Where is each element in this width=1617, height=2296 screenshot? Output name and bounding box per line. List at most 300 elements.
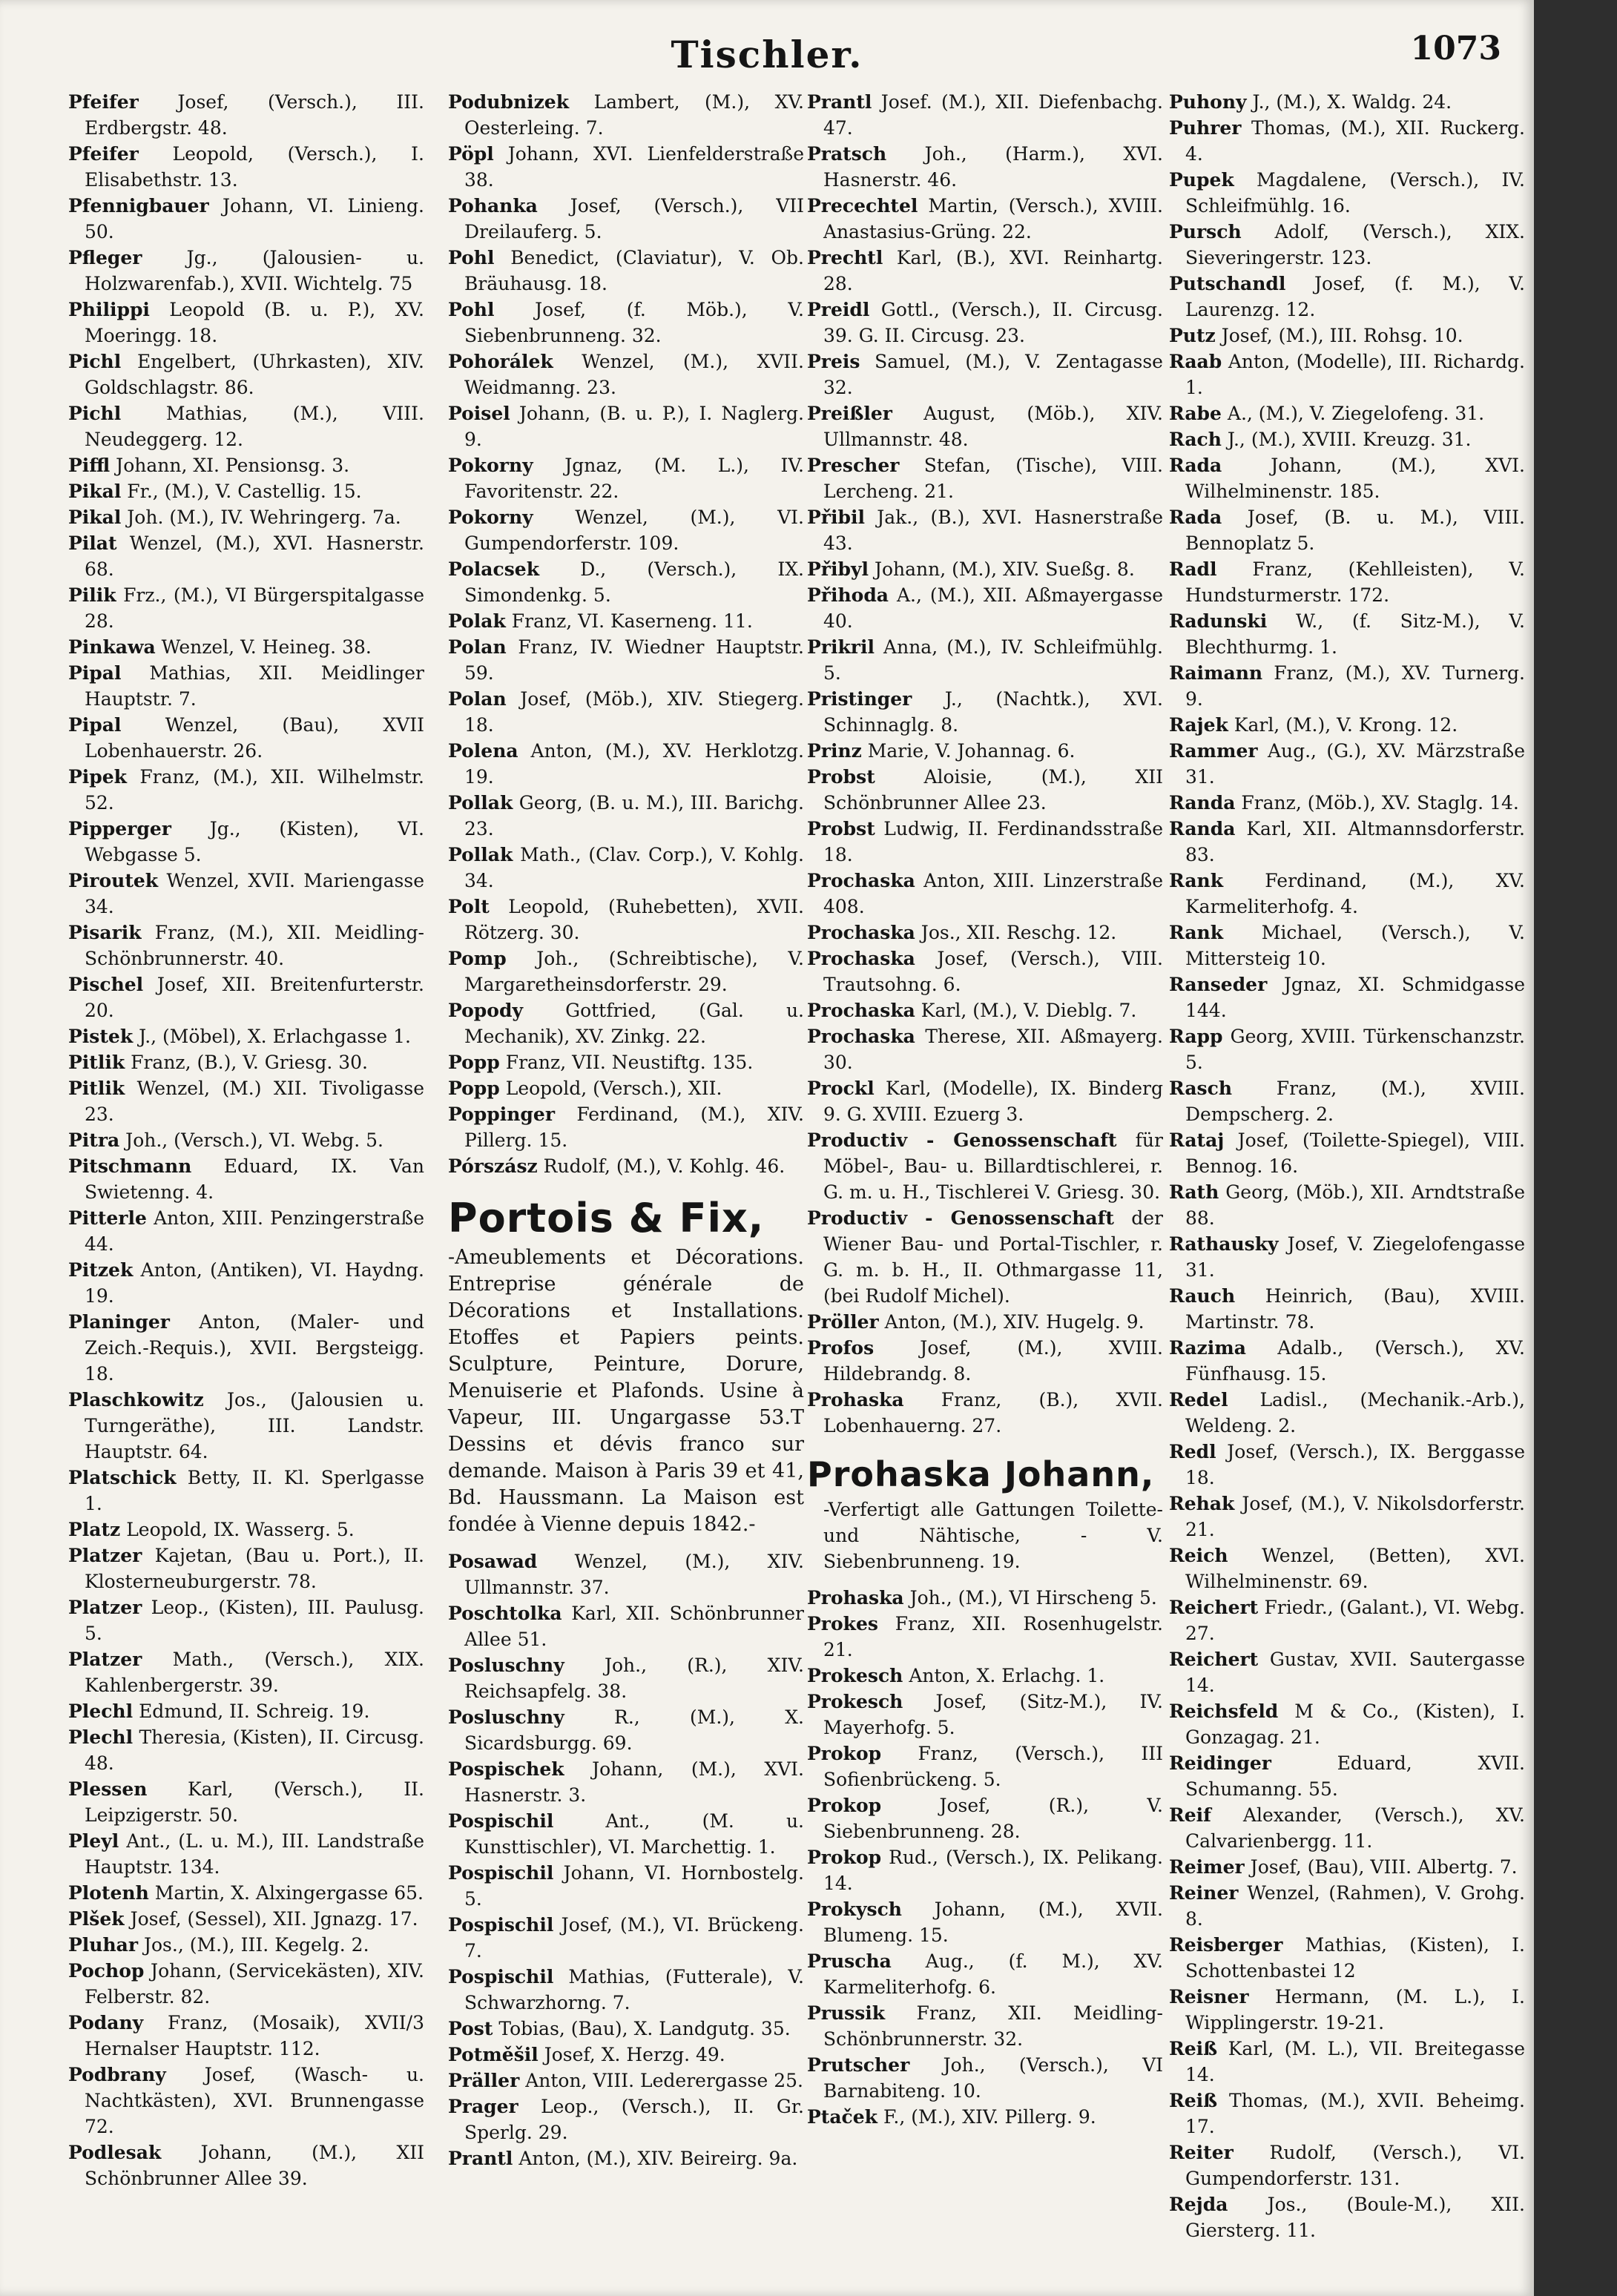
entry-name: Pilat — [68, 532, 117, 554]
entry-details: Engelbert, (Uhrkasten), XIV. Goldschlagstr. 86. — [85, 351, 424, 398]
entry-details: Mathias, XII. Meidlinger Hauptstr. 7. — [85, 662, 425, 710]
entry-name: Probst — [807, 766, 875, 788]
entry-details: Marie, V. Johannag. 6. — [867, 740, 1076, 762]
entry-details: Joh., (Harm.), XVI. Hasnerstr. 46. — [823, 143, 1163, 191]
entry-name: Redel — [1169, 1389, 1228, 1411]
directory-entry — [1169, 1984, 1525, 2036]
entry-name: Precechtel — [807, 195, 918, 217]
entry-name: Pitzek — [68, 1259, 134, 1281]
directory-entry — [807, 245, 1163, 297]
entry-details: Mathias, (M.), VIII. Neudeggerg. 12. — [85, 403, 424, 450]
entry-details: Aug., (G.), XV. Märzstraße 31. — [1185, 740, 1525, 788]
page-title: Tischler. — [671, 33, 863, 76]
entry-details: Rudolf, (Versch.), VI. Gumpendorferstr. 131. — [1185, 2142, 1525, 2189]
directory-entry — [1169, 504, 1525, 556]
entry-details: Ferdinand, (M.), XIV. Pillerg. 15. — [464, 1104, 804, 1151]
directory-entry — [68, 1257, 424, 1309]
entry-details: Leop., (Versch.), II. Gr. Sperlg. 29. — [464, 2096, 805, 2143]
entry-name: Preißler — [807, 403, 892, 424]
entry-details: Johann, VI. Linieng. 50. — [85, 195, 424, 243]
entry-name: Radunski — [1169, 610, 1268, 632]
directory-entry — [807, 556, 1163, 582]
directory-entry — [807, 1309, 1163, 1335]
directory-entry — [448, 608, 804, 634]
entry-name: Pohorálek — [448, 351, 553, 372]
entry-details: Kajetan, (Bau u. Port.), II. Klosterneuburgerstr. 78. — [85, 1545, 424, 1592]
directory-entry — [448, 1860, 804, 1912]
entry-name: Pipek — [68, 766, 128, 788]
entry-name: Puhrer — [1169, 117, 1242, 139]
directory-entry — [807, 1205, 1163, 1309]
entry-details: Anton, VIII. Lederergasse 25. — [525, 2070, 803, 2091]
directory-entry — [68, 1023, 424, 1049]
entry-details: Franz, (B.), XVII. Lobenhauerng. 27. — [823, 1389, 1164, 1436]
directory-entry — [1169, 452, 1525, 504]
entry-name: Přibil — [807, 507, 865, 528]
directory-entry — [448, 400, 804, 452]
entry-details: Anton, (Maler- und Zeich.-Requis.), XVII. Bergsteigg. 18. — [85, 1311, 424, 1385]
entry-details: J., (M.), X. Waldg. 24. — [1252, 91, 1452, 113]
directory-entry — [448, 193, 804, 245]
entry-name: Post — [448, 2018, 493, 2039]
directory-entry — [1169, 868, 1525, 920]
entry-name: Randa — [1169, 792, 1236, 814]
entry-name: Pikal — [68, 481, 122, 502]
entry-details: Friedr., (Galant.), VI. Webg. 27. — [1185, 1597, 1525, 1644]
entry-details: Wenzel, (M.), VI. Gumpendorferstr. 109. — [464, 507, 804, 554]
directory-entry — [1169, 2140, 1525, 2191]
entry-details: Joh. (M.), IV. Wehringerg. 7a. — [127, 507, 401, 528]
entry-name: Polena — [448, 740, 518, 762]
entry-name: Pitterle — [68, 1207, 147, 1229]
entry-details: Hermann, (M. L.), I. Wipplingerstr. 19-21. — [1185, 1986, 1525, 2033]
entry-name: Reiß — [1169, 2090, 1218, 2111]
entry-name: Pichl — [68, 351, 122, 372]
directory-entry — [68, 141, 424, 193]
directory-entry — [68, 1828, 424, 1880]
entry-name: Poisel — [448, 403, 510, 424]
directory-entry — [807, 920, 1163, 946]
entry-details: A., (M.), XII. Aßmayergasse 40. — [823, 584, 1163, 632]
entry-name: Pistek — [68, 1026, 134, 1047]
entry-name: Planinger — [68, 1311, 170, 1333]
entry-name: Prantl — [448, 2148, 513, 2169]
entry-details: Adolf, (Versch.), XIX. Sieveringerstr. 123. — [1185, 221, 1525, 268]
entry-details: Rud., (Versch.), IX. Pelikang. 14. — [823, 1847, 1163, 1894]
entry-details: Josef, (M.), XVIII. Hildebrandg. 8. — [823, 1337, 1163, 1385]
entry-name: Rataj — [1169, 1129, 1225, 1151]
entry-name: Puhony — [1169, 91, 1247, 113]
entry-details: Franz, (M.), XVIII. Dempscherg. 2. — [1185, 1078, 1525, 1125]
directory-entry — [1169, 1491, 1525, 1543]
entry-name: Podbrany — [68, 2064, 166, 2085]
entry-name: Piroutek — [68, 870, 159, 891]
directory-entry — [1169, 790, 1525, 816]
entry-details: Joh., (M.), VI Hirscheng 5. — [909, 1587, 1157, 1609]
entry-name: Pollak — [448, 844, 513, 865]
directory-entry — [68, 816, 424, 868]
entry-details: Franz, (B.), V. Griesg. 30. — [131, 1052, 368, 1073]
entry-details: Josef, X. Herzg. 49. — [544, 2044, 725, 2065]
entry-details: Anton, XIII. Penzingerstraße 44. — [85, 1207, 424, 1255]
entry-name: Plessen — [68, 1778, 148, 1800]
entry-name: Raimann — [1169, 662, 1263, 684]
entry-name: Preis — [807, 351, 860, 372]
directory-entry — [448, 245, 804, 297]
entry-name: Plechl — [68, 1726, 134, 1748]
directory-entry — [807, 141, 1163, 193]
entry-details: Josef, (Möb.), XIV. Stiegerg. 18. — [464, 688, 804, 736]
directory-entry — [68, 1776, 424, 1828]
entry-name: Popody — [448, 1000, 523, 1021]
entry-details: Thomas, (M.), XII. Ruckerg. 4. — [1185, 117, 1525, 165]
entry-name: Pitra — [68, 1129, 120, 1151]
entry-details: Eduard, IX. Van Swietenng. 4. — [85, 1155, 424, 1203]
entry-details: Leopold, (Versch.), XII. — [505, 1078, 722, 1099]
entry-details: Eduard, XVII. Schumanng. 55. — [1185, 1752, 1525, 1800]
entry-name: Pospischil — [448, 1966, 554, 1987]
entry-details: Wenzel, (M.), XVI. Hasnerstr. 68. — [85, 532, 424, 580]
entry-name: Pfeifer — [68, 143, 139, 165]
entry-details: Ludwig, II. Ferdinandsstraße 18. — [823, 818, 1164, 865]
column-1 — [68, 89, 424, 2191]
entry-details: Wenzel, (Rahmen), V. Grohg. 8. — [1185, 1882, 1525, 1930]
entry-name: Polacsek — [448, 558, 540, 580]
directory-entry — [1169, 219, 1525, 271]
entry-name: Radl — [1169, 558, 1217, 580]
entry-details: Johann, (M.), XVII. Blumeng. 15. — [823, 1899, 1163, 1946]
directory-entry — [1169, 323, 1525, 349]
entry-details: Jg., (Kisten), VI. Webgasse 5. — [85, 818, 424, 865]
entry-name: Platzer — [68, 1597, 142, 1618]
entry-details: Georg, (B. u. M.), III. Barichg. 23. — [464, 792, 805, 839]
directory-entry — [68, 1387, 424, 1465]
entry-name: Pleyl — [68, 1830, 119, 1852]
entry-name: Rajek — [1169, 714, 1228, 736]
entry-details: M & Co., (Kisten), I. Gonzagag. 21. — [1185, 1700, 1525, 1748]
entry-details: Leopold, (Ruhebetten), XVII. Rötzerg. 30. — [464, 896, 804, 943]
directory-entry — [1169, 971, 1525, 1023]
entry-name: Pitschmann — [68, 1155, 192, 1177]
directory-entry — [68, 2062, 424, 2140]
directory-entry — [807, 1948, 1163, 2000]
entry-details: Johann, (B. u. P.), I. Naglerg. 9. — [464, 403, 805, 450]
directory-entry — [68, 297, 424, 349]
entry-name: Pluhar — [68, 1934, 139, 1956]
directory-entry — [807, 1741, 1163, 1792]
entry-details: Mathias, (Futterale), V. Schwarzhorng. 7. — [464, 1966, 804, 2013]
entry-name: Pisarik — [68, 922, 142, 943]
entry-name: Pokorny — [448, 455, 533, 476]
directory-entry — [68, 1309, 424, 1387]
entry-details: Joh., (Versch.), VI. Webg. 5. — [125, 1129, 383, 1151]
directory-entry — [448, 1808, 804, 1860]
entry-name: Prockl — [807, 1078, 875, 1099]
directory-entry — [68, 245, 424, 297]
entry-details: J., (Nachtk.), XVI. Schinnaglg. 8. — [823, 688, 1163, 736]
directory-entry — [807, 193, 1163, 245]
entry-details: Leopold, (Versch.), I. Elisabethstr. 13. — [85, 143, 424, 191]
entry-name: Pospischek — [448, 1758, 564, 1780]
directory-entry — [807, 1075, 1163, 1127]
entry-name: Prohaska — [807, 1587, 904, 1609]
directory-entry — [68, 1906, 424, 1932]
directory-entry — [1169, 271, 1525, 323]
entry-details: Frz., (M.), VI Bürgerspitalgasse 28. — [85, 584, 424, 632]
entry-name: Pikal — [68, 507, 122, 528]
entry-details: Josef, (M.), III. Rohsg. 10. — [1221, 325, 1463, 346]
entry-name: Pollak — [448, 792, 513, 814]
entry-details: Wenzel, (Betten), XVI. Wilhelminenstr. 69. — [1185, 1545, 1525, 1592]
entry-details: Karl, (M.), V. Dieblg. 7. — [921, 1000, 1137, 1021]
directory-entry — [807, 2052, 1163, 2104]
directory-entry — [1169, 1698, 1525, 1750]
entry-name: Prokesch — [807, 1691, 903, 1712]
directory-entry — [68, 2010, 424, 2062]
directory-entry — [68, 1880, 424, 1906]
directory-entry — [807, 452, 1163, 504]
directory-entry — [448, 2145, 804, 2171]
directory-entry — [448, 556, 804, 608]
directory-entry — [448, 2016, 804, 2042]
directory-entry — [807, 764, 1163, 816]
directory-entry — [1169, 1880, 1525, 1932]
directory-entry — [448, 1912, 804, 1964]
entry-name: Pomp — [448, 948, 507, 969]
entry-name: Reisberger — [1169, 1934, 1283, 1956]
directory-entry — [807, 816, 1163, 868]
directory-entry — [807, 686, 1163, 738]
entry-name: Preidl — [807, 299, 870, 320]
entry-details: Anton, (Modelle), III. Richardg. 1. — [1185, 351, 1525, 398]
entry-name: Rammer — [1169, 740, 1258, 762]
directory-entry — [68, 1049, 424, 1075]
directory-entry — [448, 89, 804, 141]
entry-name: Rank — [1169, 870, 1224, 891]
entry-details: Aloisie, (M.), XII Schönbrunner Allee 23. — [823, 766, 1164, 814]
entry-name: Pratsch — [807, 143, 887, 165]
entry-details: Aug., (f. M.), XV. Karmeliterhofg. 6. — [823, 1950, 1163, 1998]
entry-name: Ranseder — [1169, 974, 1268, 995]
advertisement-prohaska — [807, 1452, 1163, 1574]
entry-name: Podany — [68, 2012, 144, 2033]
entry-details: Adalb., (Versch.), XV. Fünfhausg. 15. — [1185, 1337, 1525, 1385]
entry-details: Heinrich, (Bau), XVIII. Martinstr. 78. — [1185, 1285, 1525, 1333]
directory-entry — [448, 1756, 804, 1808]
entry-details: für Möbel-, Bau- u. Billardtischlerei, r. G. m. u. H., Tischlerei V. Griesg. 30. — [823, 1129, 1163, 1203]
entry-details: D., (Versch.), IX. Simondenkg. 5. — [464, 558, 804, 606]
entry-details: Anton, (Antiken), VI. Haydng. 19. — [85, 1259, 424, 1307]
entry-name: Redl — [1169, 1441, 1216, 1462]
entry-name: Reimer — [1169, 1856, 1245, 1878]
column-2 — [448, 89, 804, 2171]
directory-entry — [807, 946, 1163, 997]
directory-entry — [1169, 1335, 1525, 1387]
entry-details: Jos., (M.), III. Kegelg. 2. — [143, 1934, 369, 1956]
directory-entry — [807, 1023, 1163, 1075]
directory-entry — [1169, 2088, 1525, 2140]
directory-entry — [68, 400, 424, 452]
entry-name: Prokop — [807, 1795, 882, 1816]
entry-details: Jgnaz, (M. L.), IV. Favoritenstr. 22. — [464, 455, 804, 502]
entry-details: Samuel, (M.), V. Zentagasse 32. — [823, 351, 1163, 398]
entry-details: Karl, (Versch.), II. Leipzigerstr. 50. — [85, 1778, 424, 1826]
entry-details: Wenzel, (M.) XII. Tivoligasse 23. — [85, 1078, 424, 1125]
entry-details: Rudolf, (M.), V. Kohlg. 46. — [543, 1155, 786, 1177]
directory-entry — [807, 2000, 1163, 2052]
directory-entry — [448, 2068, 804, 2094]
directory-entry — [448, 504, 804, 556]
entry-details: August, (Möb.), XIV. Ullmannstr. 48. — [823, 403, 1163, 450]
entry-name: Pischel — [68, 974, 144, 995]
directory-entry — [68, 1543, 424, 1594]
entry-details: J., (M.), XVIII. Kreuzg. 31. — [1227, 429, 1472, 450]
entry-name: Pitlik — [68, 1078, 125, 1099]
entry-name: Přibyl — [807, 558, 869, 580]
entry-name: Polt — [448, 896, 490, 917]
entry-name: Reiter — [1169, 2142, 1234, 2163]
directory-entry — [807, 297, 1163, 349]
directory-entry — [807, 997, 1163, 1023]
directory-entry — [1169, 712, 1525, 738]
directory-entry — [68, 1127, 424, 1153]
entry-name: Raab — [1169, 351, 1222, 372]
directory-entry — [448, 349, 804, 400]
entry-details: Betty, II. Kl. Sperlgasse 1. — [85, 1467, 424, 1514]
entry-details: Josef, (f. Möb.), V. Siebenbrunneng. 32. — [464, 299, 805, 346]
page-edge — [1534, 0, 1617, 2296]
entry-name: Pochop — [68, 1960, 145, 1982]
entry-name: Rabe — [1169, 403, 1222, 424]
entry-details: J., (Möbel), X. Erlachgasse 1. — [139, 1026, 411, 1047]
entry-details: Mathias, (Kisten), I. Schottenbastei 12 — [1185, 1934, 1525, 1982]
entry-details: Jos., XII. Reschg. 12. — [921, 922, 1117, 943]
entry-details: Josef, (B. u. M.), VIII. Bennoplatz 5. — [1185, 507, 1525, 554]
directory-entry — [448, 452, 804, 504]
directory-entry — [807, 868, 1163, 920]
directory-entry — [1169, 738, 1525, 790]
directory-entry — [68, 193, 424, 245]
entry-name: Prokes — [807, 1613, 878, 1634]
entry-name: Prohaska — [807, 1389, 904, 1411]
entry-name: Rada — [1169, 455, 1222, 476]
entry-details: Johann, XVI. Lienfelderstraße 38. — [464, 143, 804, 191]
entry-name: Pröller — [807, 1311, 879, 1333]
entry-details: Josef, (Versch.), IX. Berggasse 18. — [1185, 1441, 1525, 1488]
entry-details: Tobias, (Bau), X. Landgutg. 35. — [498, 2018, 791, 2039]
entry-details: A., (M.), V. Ziegelofeng. 31. — [1227, 403, 1485, 424]
entry-details: Karl, (M.), V. Krong. 12. — [1234, 714, 1458, 736]
directory-entry — [1169, 1854, 1525, 1880]
directory-entry — [1169, 1075, 1525, 1127]
directory-entry — [1169, 1543, 1525, 1594]
entry-name: Prinz — [807, 740, 862, 762]
entry-details: Joh., (Schreibtische), V. Margaretheinsdorferstr. 29. — [464, 948, 804, 995]
ad-title: Prohaska Johann, — [807, 1454, 1155, 1494]
entry-name: Pupek — [1169, 169, 1234, 191]
column-3 — [807, 89, 1163, 2130]
entry-details: Ladisl., (Mechanik.-Arb.), Weldeng. 2. — [1185, 1389, 1525, 1436]
entry-details: Karl, (Modelle), IX. Binderg 9. G. XVIII. Ezuerg 3. — [823, 1078, 1163, 1125]
directory-entry — [448, 1652, 804, 1704]
entry-name: Poschtolka — [448, 1603, 562, 1624]
directory-entry — [1169, 167, 1525, 219]
entry-name: Pospischil — [448, 1862, 554, 1884]
directory-entry — [68, 660, 424, 712]
entry-name: Platzer — [68, 1649, 142, 1670]
directory-entry — [1169, 920, 1525, 971]
entry-details: Anton, (M.), XIV. Hugelg. 9. — [884, 1311, 1145, 1333]
entry-name: Rasch — [1169, 1078, 1233, 1099]
directory-entry — [68, 1465, 424, 1517]
directory-entry — [68, 530, 424, 582]
entry-details: Josef, (Toilette-Spiegel), VIII. Bennog. 16. — [1185, 1129, 1525, 1177]
directory-entry — [1169, 2036, 1525, 2088]
entry-name: Reichert — [1169, 1597, 1259, 1618]
entry-details: Wenzel, V. Heineg. 38. — [161, 636, 372, 658]
entry-details: Karl, XII. Schönbrunner Allee 51. — [464, 1603, 805, 1650]
entry-name: Reisner — [1169, 1986, 1249, 2008]
directory-entry — [448, 1600, 804, 1652]
entry-details: Leopold (B. u. P.), XV. Moeringg. 18. — [85, 299, 424, 346]
entry-details: Franz, (Möb.), XV. Staglg. 14. — [1241, 792, 1519, 814]
entry-details: Josef, (M.), V. Nikolsdorferstr. 21. — [1185, 1493, 1525, 1540]
page-number: 1073 — [1410, 30, 1501, 67]
directory-entry — [1169, 1646, 1525, 1698]
directory-entry — [807, 1663, 1163, 1689]
entry-details: R., (M.), X. Sicardsburgg. 69. — [464, 1706, 804, 1754]
entry-name: Rathausky — [1169, 1233, 1279, 1255]
entry-details: Franz, (M.), XV. Turnerg. 9. — [1185, 662, 1525, 710]
directory-entry — [448, 2042, 804, 2068]
entry-name: Platzer — [68, 1545, 142, 1566]
ad-body: -Ameublements et Décorations. Entreprise générale de Décorations et Installations. Etoffes et Papiers peints. Sculpture, Peinture, Dorure, Menuiserie et Plafonds. Usine à Vapeur, III. Ungargasse 53.T Dessins et dévis franco sur demande. Maison à Paris 39 et 41, Bd. Haussmann. La Maison est fondée à Vienne depuis 1842.- — [448, 1246, 804, 1536]
entry-name: Platz — [68, 1519, 121, 1540]
entry-details: Martin, (Versch.), XVIII. Anastasius-Grüng. 22. — [823, 195, 1164, 243]
entry-name: Rauch — [1169, 1285, 1236, 1307]
entry-name: Prochaska — [807, 870, 915, 891]
entry-name: Rapp — [1169, 1026, 1223, 1047]
directory-entry — [68, 1724, 424, 1776]
directory-entry — [68, 582, 424, 634]
entry-name: Probst — [807, 818, 875, 839]
entry-name: Prochaska — [807, 948, 915, 969]
entry-details: Josef, V. Ziegelofengasse 31. — [1185, 1233, 1525, 1281]
directory-entry — [448, 997, 804, 1049]
entry-details: Jos., (Jalousien u. Turngeräthe), III. Landstr. Hauptstr. 64. — [85, 1389, 424, 1462]
advertisement-portois-fix — [448, 1192, 804, 1538]
column-4 — [1169, 89, 1525, 2243]
entry-details: Leopold, IX. Wasserg. 5. — [126, 1519, 355, 1540]
directory-entry — [68, 634, 424, 660]
directory-entry — [68, 1932, 424, 1958]
entry-name: Prochaska — [807, 1026, 915, 1047]
directory-entry — [448, 1075, 804, 1101]
directory-entry — [1169, 660, 1525, 712]
entry-details: Wenzel, (M.), XIV. Ullmannstr. 37. — [464, 1551, 804, 1598]
entry-details: Georg, XVIII. Türkenschanzstr. 5. — [1185, 1026, 1525, 1073]
entry-name: Reich — [1169, 1545, 1228, 1566]
directory-entry — [68, 868, 424, 920]
entry-name: Popp — [448, 1078, 500, 1099]
page-header — [0, 22, 1534, 89]
entry-name: Pöpl — [448, 143, 494, 165]
directory-entry — [68, 1205, 424, 1257]
entry-name: Prokesch — [807, 1665, 903, 1686]
entry-details: Therese, XII. Aßmayerg. 30. — [823, 1026, 1163, 1073]
entry-details: Josef. (M.), XII. Diefenbachg. 47. — [823, 91, 1163, 139]
entry-details: Josef, (Sessel), XII. Jgnazg. 17. — [130, 1908, 418, 1930]
